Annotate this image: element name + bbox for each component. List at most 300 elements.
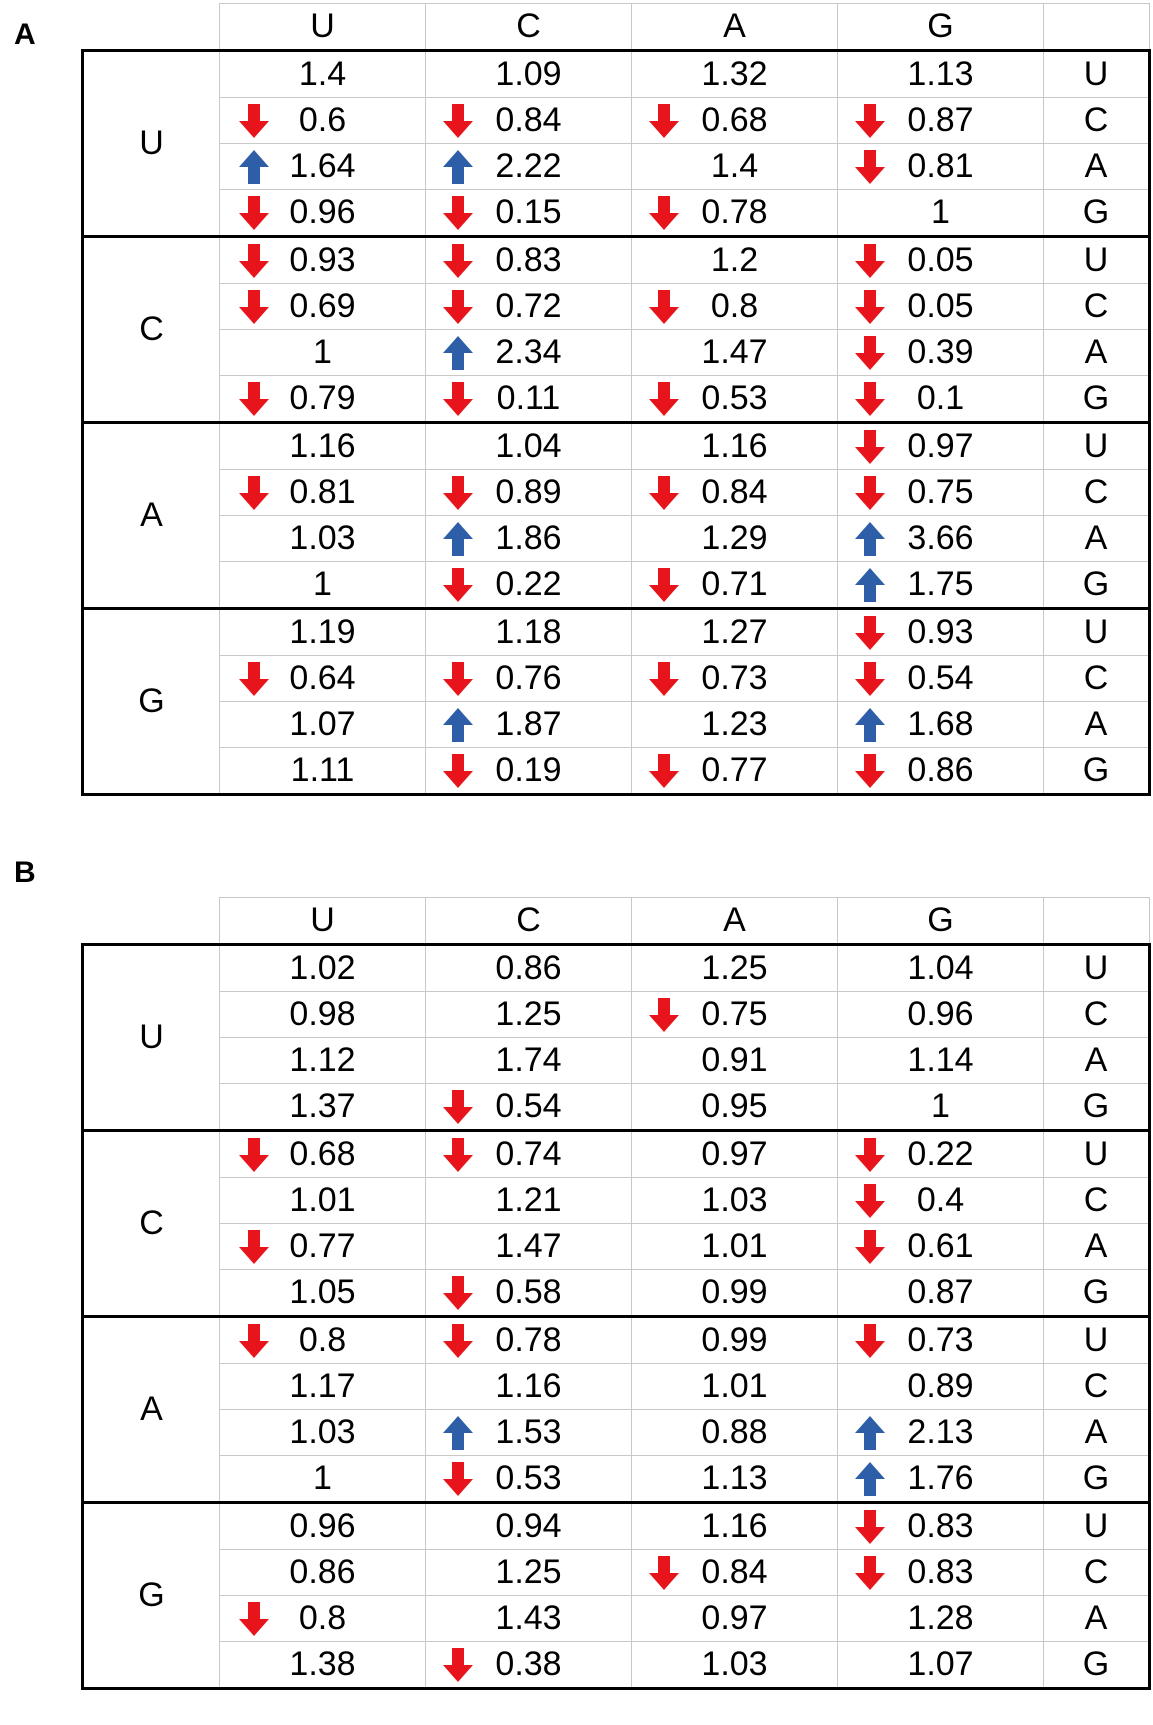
first-base-label: C [83, 237, 220, 423]
red-down-arrow-icon [442, 1647, 474, 1683]
value-cell [838, 609, 1044, 656]
red-down-arrow-icon [648, 103, 680, 139]
red-down-arrow-icon [854, 103, 886, 139]
value-number: 1.28 [907, 1599, 974, 1637]
value-number: 0.38 [495, 1645, 562, 1683]
red-down-arrow-icon [442, 103, 474, 139]
value-number: 1.64 [289, 147, 356, 185]
value-number: 1.03 [701, 1645, 768, 1683]
third-base-label: U [1044, 609, 1150, 656]
value-number: 1.4 [710, 147, 759, 185]
value-cell [220, 1550, 426, 1596]
value-number: 1.07 [289, 705, 356, 743]
value-number: 1.18 [495, 613, 562, 651]
value-number: 1.38 [289, 1645, 356, 1683]
table-row [83, 1224, 1150, 1270]
value-cell [838, 1084, 1044, 1131]
value-number: 0.86 [907, 751, 974, 789]
value-cell [426, 1642, 632, 1689]
value-cell [426, 51, 632, 98]
value-number: 1.14 [907, 1041, 974, 1079]
value-number: 1 [313, 565, 332, 603]
value-cell [220, 1224, 426, 1270]
red-down-arrow-icon [854, 381, 886, 417]
value-cell [632, 1131, 838, 1178]
column-header-u: U [220, 4, 426, 51]
value-number: 0.86 [495, 949, 562, 987]
third-base-label: C [1044, 1550, 1150, 1596]
value-cell [838, 562, 1044, 609]
value-number: 0.54 [495, 1087, 562, 1125]
red-down-arrow-icon [238, 195, 270, 231]
blue-up-arrow-icon [854, 567, 886, 603]
table-row [83, 51, 1150, 98]
value-cell [220, 470, 426, 516]
value-cell [426, 562, 632, 609]
value-number: 1.2 [710, 241, 759, 279]
blue-up-arrow-icon [854, 1415, 886, 1451]
value-number: 1 [313, 333, 332, 371]
value-cell [426, 1038, 632, 1084]
codon-table-b [81, 897, 1151, 1690]
third-base-label: C [1044, 470, 1150, 516]
red-down-arrow-icon [854, 1137, 886, 1173]
blue-up-arrow-icon [442, 335, 474, 371]
red-down-arrow-icon [442, 661, 474, 697]
value-cell [220, 1038, 426, 1084]
value-cell [838, 1270, 1044, 1317]
value-number: 0.96 [907, 995, 974, 1033]
value-number: 0.22 [495, 565, 562, 603]
red-down-arrow-icon [238, 661, 270, 697]
value-number: 0.11 [496, 379, 561, 417]
third-base-label: G [1044, 562, 1150, 609]
value-cell [426, 992, 632, 1038]
third-base-label: C [1044, 98, 1150, 144]
value-number: 0.96 [289, 193, 356, 231]
value-cell [632, 1456, 838, 1503]
value-number: 1.43 [495, 1599, 562, 1637]
value-number: 0.87 [907, 1273, 974, 1311]
value-number: 1.17 [289, 1367, 356, 1405]
table-row [83, 98, 1150, 144]
value-cell [426, 1596, 632, 1642]
blue-up-arrow-icon [854, 1461, 886, 1497]
value-cell [838, 702, 1044, 748]
value-number: 1.07 [907, 1645, 974, 1683]
value-cell [632, 330, 838, 376]
value-cell [632, 1270, 838, 1317]
third-base-label: G [1044, 1084, 1150, 1131]
value-cell [632, 1410, 838, 1456]
red-down-arrow-icon [238, 1229, 270, 1265]
value-cell [632, 656, 838, 702]
table-row [83, 284, 1150, 330]
table-row [83, 702, 1150, 748]
third-base-label: A [1044, 144, 1150, 190]
value-cell [426, 98, 632, 144]
value-cell [426, 330, 632, 376]
red-down-arrow-icon [854, 615, 886, 651]
value-number: 1.16 [495, 1367, 562, 1405]
value-number: 0.19 [495, 751, 562, 789]
value-number: 0.96 [289, 1507, 356, 1545]
panel-a-label: A [14, 18, 36, 51]
red-down-arrow-icon [442, 195, 474, 231]
value-cell [220, 1317, 426, 1364]
red-down-arrow-icon [854, 1183, 886, 1219]
red-down-arrow-icon [648, 567, 680, 603]
table-row [83, 992, 1150, 1038]
table-row [83, 1178, 1150, 1224]
third-base-label: U [1044, 1503, 1150, 1550]
red-down-arrow-icon [442, 1275, 474, 1311]
value-cell [632, 1503, 838, 1550]
value-cell [838, 237, 1044, 284]
value-cell [426, 1270, 632, 1317]
third-base-label: U [1044, 423, 1150, 470]
red-down-arrow-icon [854, 1555, 886, 1591]
value-cell [632, 1224, 838, 1270]
table-row [83, 376, 1150, 423]
value-cell [426, 470, 632, 516]
third-base-label: A [1044, 516, 1150, 562]
value-cell [220, 945, 426, 992]
value-cell [632, 1642, 838, 1689]
panel-b-label: B [14, 856, 36, 889]
value-cell [632, 1178, 838, 1224]
blue-up-arrow-icon [442, 149, 474, 185]
header-corner [83, 4, 220, 51]
value-cell [838, 284, 1044, 330]
value-cell [838, 144, 1044, 190]
value-cell [838, 1364, 1044, 1410]
value-cell [632, 284, 838, 330]
value-number: 1.76 [907, 1459, 974, 1497]
table-row [83, 144, 1150, 190]
value-cell [220, 284, 426, 330]
value-number: 0.78 [495, 1321, 562, 1359]
value-cell [220, 516, 426, 562]
red-down-arrow-icon [648, 289, 680, 325]
value-cell [426, 1456, 632, 1503]
value-number: 1.25 [495, 1553, 562, 1591]
value-number: 0.95 [701, 1087, 768, 1125]
codon-table-a [81, 3, 1151, 796]
value-cell [426, 376, 632, 423]
value-number: 0.88 [701, 1413, 768, 1451]
value-cell [632, 1038, 838, 1084]
value-number: 1.16 [289, 427, 356, 465]
red-down-arrow-icon [648, 997, 680, 1033]
value-number: 0.93 [289, 241, 356, 279]
value-cell [220, 609, 426, 656]
value-cell [838, 1503, 1044, 1550]
value-number: 0.97 [907, 427, 974, 465]
red-down-arrow-icon [854, 475, 886, 511]
value-number: 1.4 [298, 55, 347, 93]
blue-up-arrow-icon [854, 521, 886, 557]
value-number: 0.94 [495, 1507, 562, 1545]
value-number: 0.81 [289, 473, 356, 511]
value-cell [220, 992, 426, 1038]
third-base-label: C [1044, 992, 1150, 1038]
value-number: 1.25 [701, 949, 768, 987]
first-base-label: U [83, 945, 220, 1131]
value-number: 1 [931, 1087, 950, 1125]
table-row [83, 748, 1150, 795]
value-number: 1.01 [289, 1181, 356, 1219]
table-row [83, 1596, 1150, 1642]
red-down-arrow-icon [648, 475, 680, 511]
value-number: 1.74 [495, 1041, 562, 1079]
table-row [83, 562, 1150, 609]
value-cell [838, 1456, 1044, 1503]
table-row [83, 1038, 1150, 1084]
third-base-label: A [1044, 702, 1150, 748]
value-number: 1.86 [495, 519, 562, 557]
value-number: 1.11 [290, 751, 355, 789]
value-cell [632, 376, 838, 423]
value-number: 0.58 [495, 1273, 562, 1311]
red-down-arrow-icon [648, 661, 680, 697]
value-number: 0.84 [495, 101, 562, 139]
value-cell [426, 945, 632, 992]
value-cell [220, 562, 426, 609]
value-number: 0.53 [701, 379, 768, 417]
table-row [83, 237, 1150, 284]
value-number: 0.61 [907, 1227, 974, 1265]
red-down-arrow-icon [238, 289, 270, 325]
value-cell [838, 423, 1044, 470]
third-base-label: C [1044, 656, 1150, 702]
third-base-label: G [1044, 748, 1150, 795]
table-row [83, 1456, 1150, 1503]
table-row [83, 470, 1150, 516]
value-cell [632, 748, 838, 795]
value-cell [426, 609, 632, 656]
red-down-arrow-icon [442, 289, 474, 325]
value-cell [838, 656, 1044, 702]
value-number: 1.23 [701, 705, 768, 743]
value-number: 0.8 [298, 1321, 347, 1359]
red-down-arrow-icon [648, 381, 680, 417]
red-down-arrow-icon [442, 753, 474, 789]
third-base-label: U [1044, 1131, 1150, 1178]
value-number: 0.97 [701, 1135, 768, 1173]
header-third-position [1044, 4, 1150, 51]
value-number: 1.16 [701, 427, 768, 465]
third-base-label: G [1044, 1642, 1150, 1689]
value-number: 1.47 [701, 333, 768, 371]
value-number: 0.15 [495, 193, 562, 231]
value-number: 1.03 [701, 1181, 768, 1219]
value-number: 0.68 [701, 101, 768, 139]
value-number: 0.84 [701, 1553, 768, 1591]
value-number: 1.47 [495, 1227, 562, 1265]
first-base-label: C [83, 1131, 220, 1317]
first-base-label: U [83, 51, 220, 237]
red-down-arrow-icon [854, 1323, 886, 1359]
value-number: 1.87 [495, 705, 562, 743]
column-header-g: G [838, 4, 1044, 51]
column-header-u: U [220, 898, 426, 945]
table-row [83, 423, 1150, 470]
value-cell [632, 945, 838, 992]
value-number: 1 [313, 1459, 332, 1497]
value-number: 0.83 [907, 1553, 974, 1591]
third-base-label: A [1044, 330, 1150, 376]
blue-up-arrow-icon [442, 1415, 474, 1451]
value-cell [632, 702, 838, 748]
value-cell [838, 98, 1044, 144]
value-number: 0.8 [710, 287, 759, 325]
table-row [83, 1503, 1150, 1550]
value-number: 1.05 [289, 1273, 356, 1311]
red-down-arrow-icon [442, 1323, 474, 1359]
value-number: 1 [931, 193, 950, 231]
value-number: 1.75 [907, 565, 974, 603]
value-cell [838, 51, 1044, 98]
third-base-label: A [1044, 1224, 1150, 1270]
value-cell [838, 1410, 1044, 1456]
value-cell [426, 237, 632, 284]
value-cell [220, 1131, 426, 1178]
red-down-arrow-icon [442, 243, 474, 279]
value-cell [632, 98, 838, 144]
value-cell [426, 516, 632, 562]
value-cell [220, 1364, 426, 1410]
table-row [83, 945, 1150, 992]
value-number: 0.93 [907, 613, 974, 651]
third-base-label: G [1044, 190, 1150, 237]
third-base-label: A [1044, 1410, 1150, 1456]
red-down-arrow-icon [442, 475, 474, 511]
value-number: 0.05 [907, 287, 974, 325]
value-number: 1.09 [495, 55, 562, 93]
red-down-arrow-icon [854, 753, 886, 789]
table-row [83, 609, 1150, 656]
value-cell [220, 330, 426, 376]
blue-up-arrow-icon [442, 707, 474, 743]
value-cell [838, 376, 1044, 423]
value-cell [838, 945, 1044, 992]
value-cell [632, 609, 838, 656]
value-number: 1.37 [289, 1087, 356, 1125]
value-number: 0.05 [907, 241, 974, 279]
value-number: 0.74 [495, 1135, 562, 1173]
value-number: 0.73 [701, 659, 768, 697]
table-row [83, 1364, 1150, 1410]
table-row [83, 1642, 1150, 1689]
value-cell [426, 656, 632, 702]
column-header-a: A [632, 4, 838, 51]
value-number: 0.75 [907, 473, 974, 511]
third-base-label: G [1044, 1456, 1150, 1503]
value-number: 1.53 [495, 1413, 562, 1451]
value-cell [632, 1317, 838, 1364]
value-number: 3.66 [907, 519, 974, 557]
value-number: 0.83 [495, 241, 562, 279]
value-number: 1.32 [701, 55, 768, 93]
third-base-label: U [1044, 237, 1150, 284]
third-base-label: U [1044, 51, 1150, 98]
red-down-arrow-icon [238, 243, 270, 279]
value-cell [426, 1503, 632, 1550]
red-down-arrow-icon [854, 149, 886, 185]
first-base-label: G [83, 609, 220, 795]
value-cell [632, 1596, 838, 1642]
table-row [83, 1550, 1150, 1596]
value-cell [220, 1410, 426, 1456]
table-row [83, 1084, 1150, 1131]
red-down-arrow-icon [854, 661, 886, 697]
value-number: 0.8 [298, 1599, 347, 1637]
value-cell [220, 190, 426, 237]
value-number: 0.39 [907, 333, 974, 371]
column-header-c: C [426, 4, 632, 51]
value-cell [426, 1317, 632, 1364]
red-down-arrow-icon [442, 1461, 474, 1497]
value-number: 1.25 [495, 995, 562, 1033]
value-cell [426, 284, 632, 330]
value-cell [838, 992, 1044, 1038]
red-down-arrow-icon [854, 429, 886, 465]
value-cell [838, 1131, 1044, 1178]
red-down-arrow-icon [238, 1601, 270, 1637]
third-base-label: C [1044, 284, 1150, 330]
value-number: 1.01 [701, 1367, 768, 1405]
value-cell [426, 1131, 632, 1178]
red-down-arrow-icon [442, 1089, 474, 1125]
value-number: 0.76 [495, 659, 562, 697]
value-number: 1.16 [701, 1507, 768, 1545]
table-row [83, 1270, 1150, 1317]
table-row [83, 656, 1150, 702]
value-cell [220, 1084, 426, 1131]
third-base-label: A [1044, 1596, 1150, 1642]
value-number: 0.22 [907, 1135, 974, 1173]
value-cell [838, 1317, 1044, 1364]
value-cell [220, 1270, 426, 1317]
value-cell [426, 1410, 632, 1456]
value-cell [220, 656, 426, 702]
red-down-arrow-icon [238, 475, 270, 511]
value-cell [220, 1596, 426, 1642]
value-number: 0.75 [701, 995, 768, 1033]
column-header-a: A [632, 898, 838, 945]
value-number: 1.03 [289, 1413, 356, 1451]
value-cell [426, 1084, 632, 1131]
value-number: 0.72 [495, 287, 562, 325]
value-number: 0.6 [298, 101, 347, 139]
value-number: 0.77 [701, 751, 768, 789]
value-number: 1.12 [289, 1041, 356, 1079]
value-number: 1.68 [907, 705, 974, 743]
value-cell [220, 1503, 426, 1550]
value-number: 1.04 [495, 427, 562, 465]
value-number: 0.81 [907, 147, 974, 185]
header-third-position [1044, 898, 1150, 945]
blue-up-arrow-icon [442, 521, 474, 557]
value-cell [838, 1550, 1044, 1596]
value-cell [426, 423, 632, 470]
value-cell [838, 1224, 1044, 1270]
value-number: 0.89 [495, 473, 562, 511]
value-cell [220, 51, 426, 98]
value-cell [632, 470, 838, 516]
value-cell [838, 1038, 1044, 1084]
